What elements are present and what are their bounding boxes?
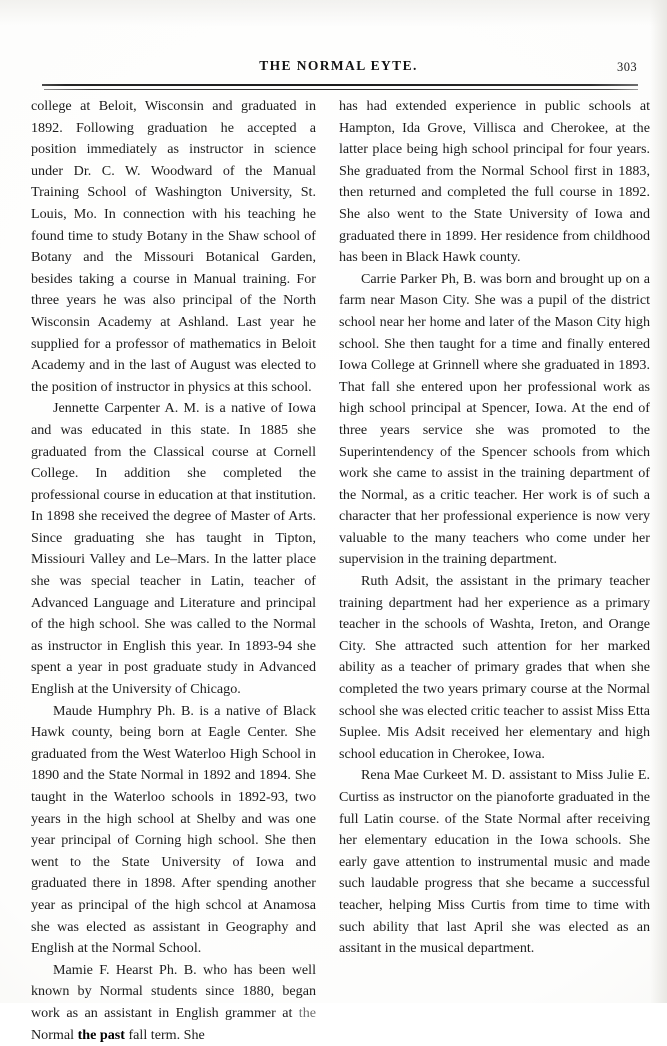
column-right (339, 96, 650, 960)
running-head (40, 58, 637, 82)
paragraph: Carrie Parker Ph, B. was born and brought up on a farm near Mason City. She was a pupil of the district school near her home and later of the Mason City high school. She then taught for a time and finally entered Iowa College at Grinnell where she graduated in 1893. That fall she entered upon her professional work as high school principal at Spencer, Iowa. At the end of three years service she was promoted to the Superintendency of the Spencer schools from which work she came to assist in the training department of the Normal, as a critic teacher. Her work is of such a character that her professional experience is now very valuable to the many teachers who come under her supervision in the training department. (339, 270, 650, 568)
paragraph: Jennette Carpenter A. M. is a native of Iowa and was educated in this state. In 1885 she graduated from the Classical course at Cornell College. In addition she completed the professional course in education at that institution. In 1898 she received the degree of Master of Arts. Since graduating she has taught in Tipton, Missiouri Valley and Le–Mars. In the latter place she was special teacher in Latin, teacher of Advanced Language and Literature and principal of the high school. She was called to the Normal as instructor in English this year. In 1893-94 she spent a year in post graduate study in Advanced English at the University of Chicago. (31, 400, 316, 698)
paragraph-text-heavy-ink: the past (77, 1026, 125, 1043)
column-right-clip (339, 96, 650, 996)
paragraph-text-tail: fall term. She (124, 1026, 205, 1043)
paragraph: Ruth Adsit, the assistant in the primary teacher training department had her experience as a primary teacher in the schools of Washta, Ireton, and Orange City. She attracted such attention for her marked ability as a teacher of primary grades that when she completed the two years primary course at the Normal school she was elected critic teacher to assist Miss Etta Suplee. Mis Adsit received her elementary and high school education in Cherokee, Iowa. (339, 573, 650, 762)
paragraph: Maude Humphry Ph. B. is a native of Black Hawk county, being born at Eagle Center. She graduated from the West Waterloo High School in 1890 and the State Normal in 1892 and 1894. She taught in the Waterloo schools in 1892-93, two years in the high school at Shelby and was one year principal of Corning high school. She then went to the State University of Iowa and graduated there in 1898. After spending another year as principal of the high schcol at Anamosa she was elected as assistant in Geography and English at the Normal School. (31, 702, 316, 957)
paragraph: Rena Mae Curkeet M. D. assistant to Miss Julie E. Curtiss as instructor on the pianoforte graduated in the full Latin course. of the State Normal after receiving her elementary education in the Iowa schools. She early gave attention to instrumental music and made such laudable progress that she became a successful teacher, helping Miss Curtis from time to time with such ability that last April she was elected as an assitant in the musical department. (339, 767, 650, 957)
paragraph: has had extended experience in public schools at Hampton, Ida Grove, Villisca and Cherokee, at the latter place being high school principal for four years. She graduated from the Normal School first in 1883, then returned and completed the full course in 1892. She also went to the State University of Iowa and graduated there in 1899. Her residence from childhood has been in Black Hawk county. (339, 98, 650, 266)
column-left (31, 96, 316, 1046)
scan-top-shadow (0, 0, 667, 26)
paragraph-text-lead: Mamie F. Hearst Ph. B. who has been well known by Normal students since 1880, began work as an assistant in English grammer at (31, 961, 316, 1021)
page-number: 303 (617, 60, 637, 74)
header-rule (42, 84, 638, 91)
paragraph: college at Beloit, Wisconsin and graduated in 1892. Following graduation he accepted a position immediately as instructor in science under Dr. C. W. Woodward of the Manual Training School of Washington University, St. Louis, Mo. In connection with his teaching he found time to study Botany in the Shaw school of Botany and the Missouri Botanical Garden, besides taking a course in Manual training. For three years he was also principal of the North Wisconsin Academy at Ashland. Last year he supplied for a professor of mathematics in Beloit Academy and in the last of August was elected to the position of instructor in physics at this school. (31, 98, 316, 395)
paragraph-text-faint: the (298, 1004, 316, 1021)
paragraph-text-middle: Normal (31, 1026, 78, 1043)
publication-title: THE NORMAL EYTE. (259, 58, 418, 73)
header-rule-thick (42, 84, 638, 86)
header-rule-thin (44, 89, 638, 90)
body-columns (0, 96, 667, 1043)
